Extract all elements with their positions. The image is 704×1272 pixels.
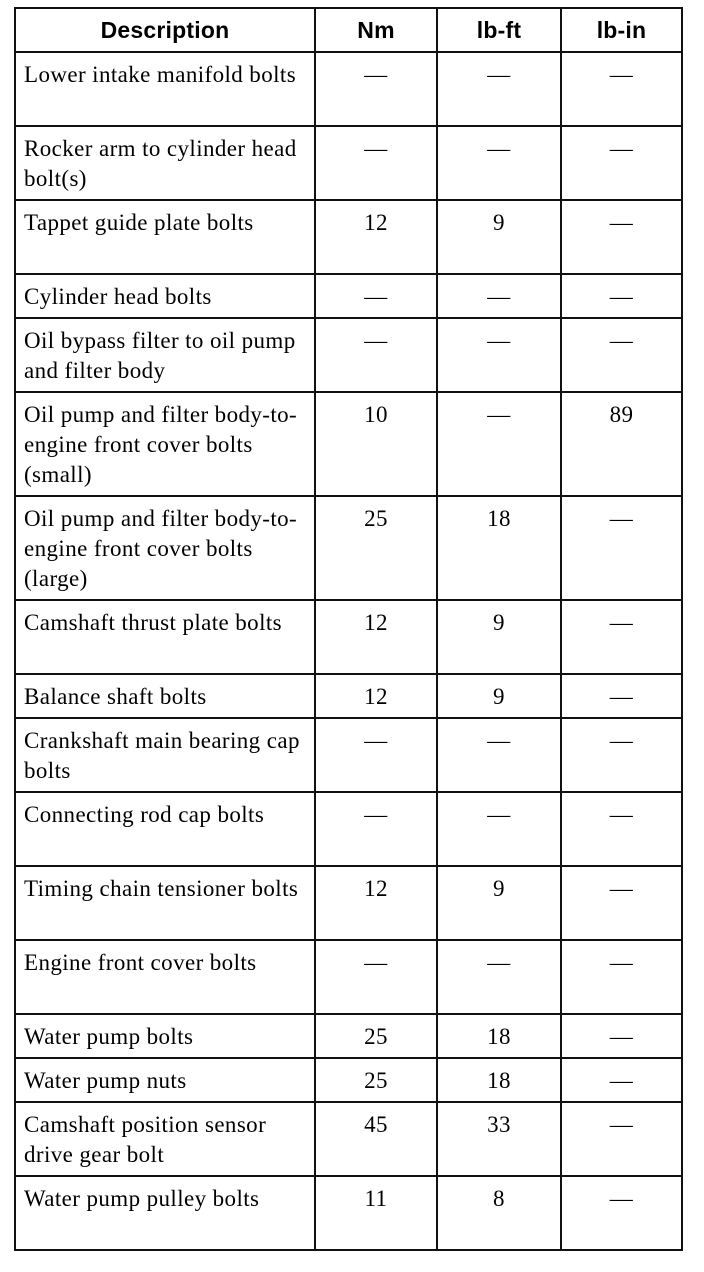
cell-lb-in: — — [561, 52, 682, 126]
cell-nm: 12 — [315, 866, 437, 940]
header-row — [15, 8, 682, 52]
cell-lb-ft: 18 — [437, 1014, 561, 1058]
cell-nm: 12 — [315, 674, 437, 718]
table-row — [15, 718, 682, 792]
cell-nm: 25 — [315, 496, 437, 600]
cell-lb-in: — — [561, 792, 682, 866]
cell-lb-in: — — [561, 1014, 682, 1058]
cell-lb-ft: — — [437, 318, 561, 392]
cell-nm: — — [315, 52, 437, 126]
cell-description: Oil pump and filter body-to-engine front cover bolts (small) — [15, 392, 315, 496]
table-header — [15, 8, 682, 52]
cell-nm: — — [315, 940, 437, 1014]
cell-nm: 11 — [315, 1176, 437, 1250]
cell-nm: 25 — [315, 1058, 437, 1102]
cell-lb-ft: 9 — [437, 674, 561, 718]
cell-lb-in: — — [561, 200, 682, 274]
cell-description: Camshaft position sensor drive gear bolt — [15, 1102, 315, 1176]
table-row — [15, 1176, 682, 1250]
cell-lb-in: — — [561, 940, 682, 1014]
cell-nm: 45 — [315, 1102, 437, 1176]
cell-lb-in: — — [561, 718, 682, 792]
cell-lb-ft: — — [437, 126, 561, 200]
cell-description: Oil bypass filter to oil pump and filter body — [15, 318, 315, 392]
cell-lb-in: — — [561, 1102, 682, 1176]
cell-lb-in: — — [561, 1058, 682, 1102]
cell-lb-ft: — — [437, 940, 561, 1014]
header-description: Description — [15, 8, 315, 52]
table-row — [15, 1014, 682, 1058]
cell-nm: — — [315, 318, 437, 392]
table-row — [15, 1058, 682, 1102]
cell-nm: — — [315, 274, 437, 318]
cell-nm: — — [315, 718, 437, 792]
cell-lb-ft: 8 — [437, 1176, 561, 1250]
cell-lb-in: — — [561, 866, 682, 940]
cell-description: Water pump nuts — [15, 1058, 315, 1102]
cell-nm: 12 — [315, 600, 437, 674]
cell-lb-in: — — [561, 318, 682, 392]
cell-nm: — — [315, 792, 437, 866]
cell-description: Water pump pulley bolts — [15, 1176, 315, 1250]
table-row — [15, 318, 682, 392]
cell-description: Cylinder head bolts — [15, 274, 315, 318]
cell-lb-in: — — [561, 496, 682, 600]
cell-lb-ft: — — [437, 392, 561, 496]
cell-nm: 25 — [315, 1014, 437, 1058]
cell-description: Tappet guide plate bolts — [15, 200, 315, 274]
table-row — [15, 126, 682, 200]
cell-lb-in: — — [561, 674, 682, 718]
cell-description: Engine front cover bolts — [15, 940, 315, 1014]
cell-lb-ft: 9 — [437, 866, 561, 940]
table-row — [15, 1102, 682, 1176]
cell-lb-in: — — [561, 600, 682, 674]
cell-description: Lower intake manifold bolts — [15, 52, 315, 126]
cell-description: Crankshaft main bearing cap bolts — [15, 718, 315, 792]
table-row — [15, 200, 682, 274]
cell-description: Balance shaft bolts — [15, 674, 315, 718]
cell-description: Water pump bolts — [15, 1014, 315, 1058]
table-row — [15, 792, 682, 866]
table-row — [15, 600, 682, 674]
table-row — [15, 392, 682, 496]
cell-lb-in: — — [561, 1176, 682, 1250]
cell-lb-ft: 18 — [437, 496, 561, 600]
cell-lb-in: — — [561, 126, 682, 200]
torque-spec-table — [14, 7, 683, 1251]
cell-lb-ft: 9 — [437, 600, 561, 674]
cell-lb-ft: 9 — [437, 200, 561, 274]
cell-description: Connecting rod cap bolts — [15, 792, 315, 866]
torque-spec-sheet — [14, 7, 683, 1251]
cell-lb-ft: — — [437, 792, 561, 866]
header-lb-in: lb-in — [561, 8, 682, 52]
table-row — [15, 940, 682, 1014]
cell-lb-ft: 33 — [437, 1102, 561, 1176]
table-row — [15, 674, 682, 718]
cell-lb-ft: — — [437, 274, 561, 318]
cell-lb-ft: — — [437, 52, 561, 126]
cell-description: Timing chain tensioner bolts — [15, 866, 315, 940]
cell-description: Oil pump and filter body-to-engine front cover bolts (large) — [15, 496, 315, 600]
cell-description: Rocker arm to cylinder head bolt(s) — [15, 126, 315, 200]
cell-nm: 10 — [315, 392, 437, 496]
cell-lb-in: — — [561, 274, 682, 318]
cell-lb-ft: — — [437, 718, 561, 792]
table-row — [15, 274, 682, 318]
header-lb-ft: lb-ft — [437, 8, 561, 52]
table-body — [15, 52, 682, 1250]
cell-nm: 12 — [315, 200, 437, 274]
cell-nm: — — [315, 126, 437, 200]
cell-lb-ft: 18 — [437, 1058, 561, 1102]
header-nm: Nm — [315, 8, 437, 52]
table-row — [15, 866, 682, 940]
cell-description: Camshaft thrust plate bolts — [15, 600, 315, 674]
table-row — [15, 52, 682, 126]
cell-lb-in: 89 — [561, 392, 682, 496]
table-row — [15, 496, 682, 600]
